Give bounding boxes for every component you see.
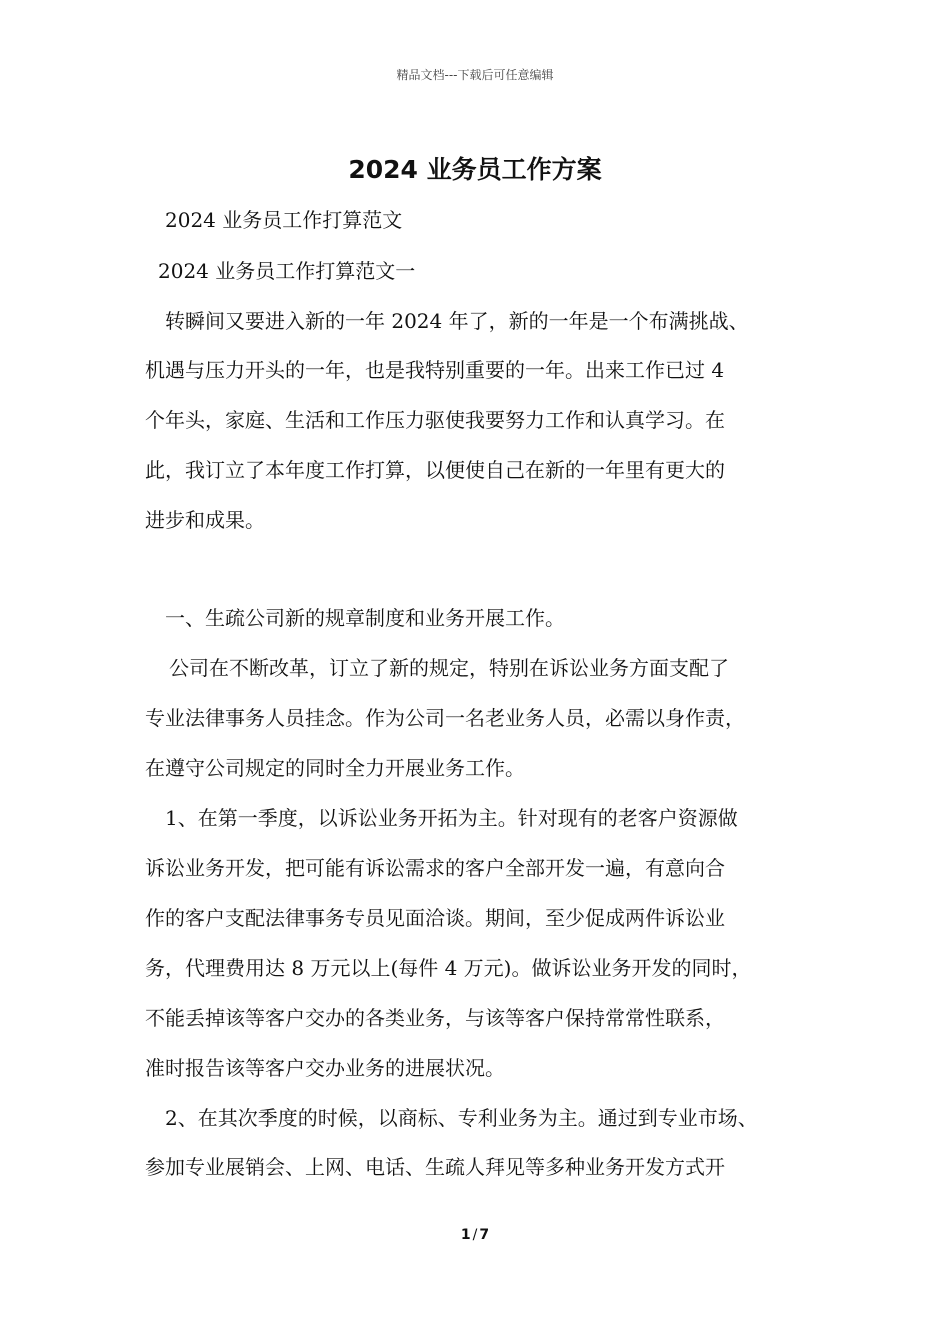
text-line: 诉讼业务开发，把可能有诉讼需求的客户全部开发一遍，有意向合	[145, 856, 725, 880]
text-line: 务，代理费用达 8 万元以上(每件 4 万元)。做诉讼业务开发的同时，	[145, 956, 752, 980]
page-header: 精品文档---下载后可任意编辑	[396, 68, 554, 82]
text-line: 此，我订立了本年度工作打算，以便使自己在新的一年里有更大的	[145, 458, 725, 482]
text-line: 公司在不断改革，订立了新的规定，特别在诉讼业务方面支配了	[169, 656, 729, 680]
document-title: 2024 业务员工作方案	[348, 155, 602, 184]
total-pages: 7	[479, 1227, 490, 1243]
text-line: 不能丢掉该等客户交办的各类业务，与该等客户保持常常性联系，	[145, 1006, 725, 1030]
text-line: 参加专业展销会、上网、电话、生疏人拜见等多种业务开发方式开	[145, 1155, 725, 1179]
text-line: 2024 业务员工作打算范文	[165, 208, 403, 232]
text-line: 专业法律事务人员挂念。作为公司一名老业务人员，必需以身作责，	[145, 706, 745, 730]
text-line: 准时报告该等客户交办业务的进展状况。	[145, 1056, 505, 1080]
text-line: 转瞬间又要进入新的一年 2024 年了，新的一年是一个布满挑战、	[165, 309, 749, 333]
text-line: 在遵守公司规定的同时全力开展业务工作。	[145, 756, 525, 780]
text-line: 机遇与压力开头的一年，也是我特别重要的一年。出来工作已过 4	[145, 358, 725, 382]
text-line: 2024 业务员工作打算范文一	[158, 259, 416, 283]
page-number	[0, 1227, 950, 1243]
text-line: 作的客户支配法律事务专员见面洽谈。期间，至少促成两件诉讼业	[145, 906, 725, 930]
page-separator: /	[472, 1227, 478, 1243]
text-line: 2、在其次季度的时候，以商标、专利业务为主。通过到专业市场、	[165, 1106, 758, 1130]
text-line: 个年头，家庭、生活和工作压力驱使我要努力工作和认真学习。在	[145, 408, 725, 432]
text-line: 1、在第一季度，以诉讼业务开拓为主。针对现有的老客户资源做	[165, 806, 738, 830]
text-line: 进步和成果。	[145, 508, 265, 532]
current-page: 1	[460, 1227, 471, 1243]
text-line: 一、生疏公司新的规章制度和业务开展工作。	[165, 606, 565, 630]
